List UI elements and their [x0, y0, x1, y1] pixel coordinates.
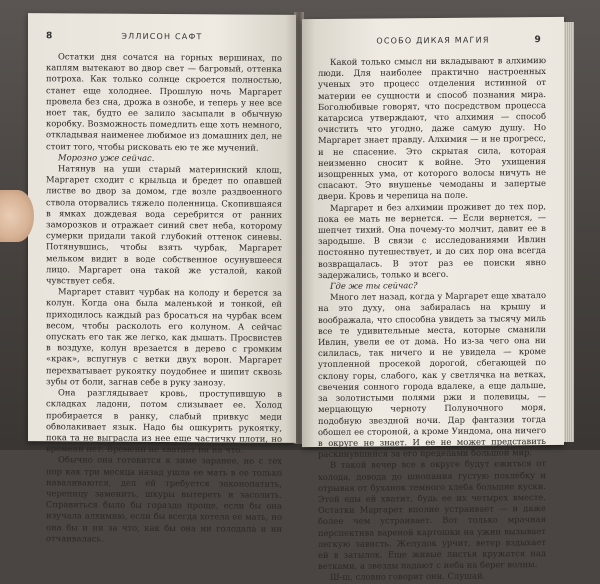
page-number: 8 [46, 31, 54, 42]
paragraph: Ш-ш, словно говорит они. Слушай. [330, 570, 486, 583]
page-number: 9 [534, 35, 542, 46]
left-page [28, 13, 296, 544]
left-page-header [28, 31, 296, 42]
thumb-holding-book [0, 190, 34, 242]
paragraph: Маргарет и без алхимии проживет до тех пор, пока ее мать не вернется. — Если вернется, — шепчет тихий. Она почему-то молчит, давит ее в зародыше. В связи с исследованиями Ивлин постоянно путешествует, и до сих пор она всегда возвращалась. В этот раз ее поиски явно задержались, только и всего. [318, 200, 546, 280]
right-page-text [318, 55, 546, 584]
running-title-author: ЭЛЛИСОН САФТ [121, 31, 203, 42]
paragraph: Маргарет ставит чурбак на колоду и берется за колун. Когда она была маленькой и тонкой, ей приходилось каждый раз бросаться на чурбак всем весом, чтобы расколоть его колуном. А сейчас опускать его так же легко, как дышать. Просвистев в воздухе, колун врезается в дерево с громким «крак», вспугнув с ветки двух ворон. Маргарет перехватывает рукоятку поудобнее и шипит сквозь зубы от боли, загнав себе в руку занозу. [46, 286, 282, 388]
paragraph: Много лет назад, когда у Маргарет еще хватало на это духу, она забиралась на крышу и воображала, что способна увидеть за тысячу миль все те удивительные места, которые сманили Ивлин, увели ее от дома. Но из-за чего она ни силилась, так ничего и не увидела — кроме утопленной просекой дорогой, сбегающей по склону горы, слабого, как у светлячка на ветках, свечения сонного города вдалеке, а еще дальше, за золотистыми полями ржи и полевицы, — мерцающую черноту Полуночного моря, подобную звездной ночи. Дар фантазии тогда обошел ее стороной, а кроме Уиндома, она ничего в округе не знает. И ее не может представить раскинувшийся за его пределами большой мир. [318, 290, 546, 460]
paragraph: Обычно она готовится к зиме заранее, но с тех пор как три месяца назад ушла ее мать в ее только наваливаются, дел ей требуется законопатить, черепицу заменить, шкуры вытереть и засолить. Справиться было бы гораздо проще, если бы она изучала алхимию, если бы всегда хотела ее мать, но она бы и ни за что, как бы она ни голодала и ни отчаивалась. [46, 454, 282, 544]
italic-paragraph: Где же ты сейчас? [330, 280, 418, 291]
running-title-book: ОСОБО ДИКАЯ МАГИЯ [376, 35, 490, 46]
open-book [28, 4, 586, 583]
right-page [302, 17, 564, 583]
paragraph: В такой вечер все в округе будут ежиться от холода, довода до шнопания густую похлебку и отрывая от буханок темного хлеба большие куски. Этой еды ей хватит, будь ее их четырех вместе. Остатки Маргарет вполне устраивает — и даже более чем устраивает. Вот только мрачная перспектива вареной картошки на ужин вызывает легкую зависть. Желудок урчит, ветер вздыхает ей в затылок. Еще живые листья кружатся над ветками, а звезды падают с неба на берег волны. [318, 458, 546, 572]
italic-paragraph: Морозно уже сейчас. [58, 152, 155, 163]
paragraph: Натянув на уши старый материнский клош, Маргарет сходит с крыльца и бредет по опавшей листве во двор за домом, где возле раздвоенного ствола оторвались тяжело поленница. Скопившаяся в ямках дождевая вода серебрится от ранних заморозков и отражает синий свет неба, которому сумерки придали такой глубокий оттенок синевы. Потянувшись, чтобы взять чурбак, Маргарет мельком видит в воде собственное осунувшееся лицо. Маргарет она такой же усталой, какой чувствует себя. [46, 163, 282, 286]
paragraph: Она разглядывает кровь, проступившую в складках ладони, потом слизывает ее. Холод пробирается в ранку, слабый привкус меди обволакивает язык. Надо бы ошкурить рукоятку, пока та не выграсла из нее еще частичку плоти, но времени нет. Времени не хватает ни на что. [46, 387, 282, 455]
paragraph: Остатки дня сочатся на горных вершинах, по каплям вытекают во двор свет — багровый, оттенка потроха. Как только солнце скроется полностью, станет еще холоднее. Прошлую ночь Маргарет провела без сна, дрожа в ознобе, и теперь у нее все ноет так, будто ее залило засыпали в обычную коробку. Возможность помедлить еще хоть немного, откладывая наименее любимое из домашних дел, не стоит того, чтобы рисковать ею те же мучений. [46, 51, 282, 153]
page-edges [564, 22, 574, 442]
right-page-header [302, 35, 564, 46]
paragraph: Какой только смысл ни вкладывают в алхимию люди. Для наиболее практично настроенных ученых это процесс отделения истинной от материи ее сущности и способ познания мира. Боголюбивые говорят, что посредством процесса катарсиса утверждают, что алхимия — способ очистить что угодно, даже самую душу. Но Маргарет знает правду. Алхимия — и не прогресс, и не спасение. Это скрытая сила, которая неизменно сносит к войне. Это ухищения изощренных ума, от которого волосы ничуть не спасают. Это внушенье чемоданы и запертые двери. Кровь и черепица на поле. [318, 55, 546, 202]
left-page-text [46, 51, 282, 546]
